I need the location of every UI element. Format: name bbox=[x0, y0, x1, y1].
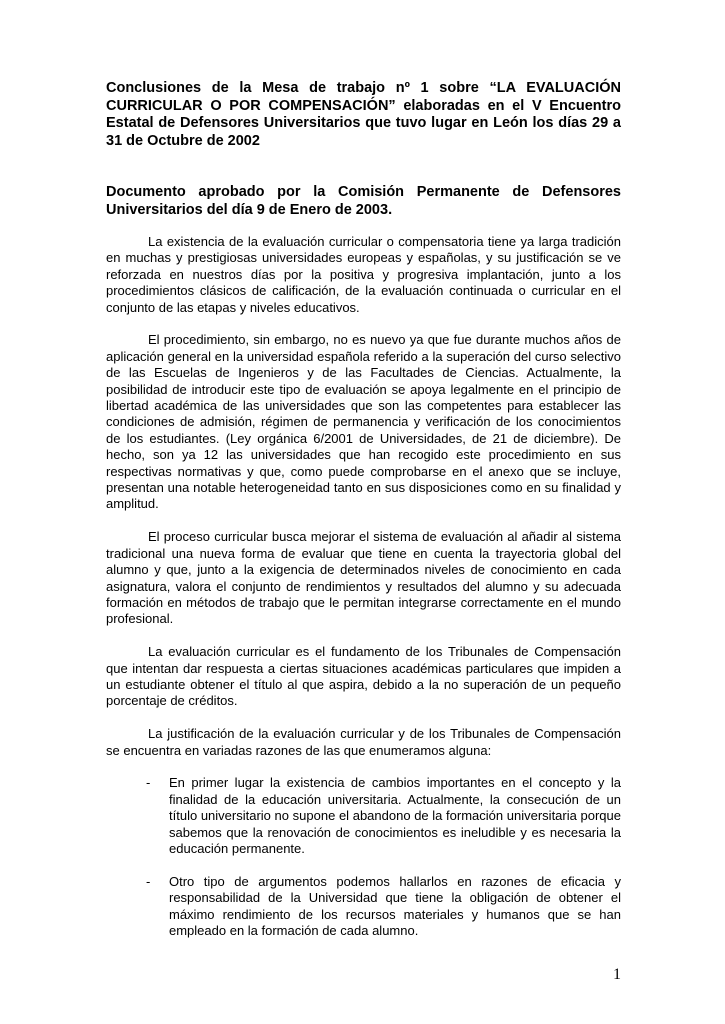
paragraph-2: El procedimiento, sin embargo, no es nuevo ya que fue durante muchos años de aplicación general en la universidad española referido a la superación del curso selectivo de las Escuelas de Ingenieros y de las Facultades de Ciencias. Actualmente, la posibilidad de introducir este tipo de evaluación se apoya legalmente en el principio de libertad académica de las universidades que son las competentes para establecer las condiciones de admisión, régimen de permanencia y verificación de los conocimientos de los estudiantes. (Ley orgánica 6/2001 de Universidades, de 21 de diciembre). De hecho, son ya 12 las universidades que han recogido este procedimiento en sus respectivas normativas y que, como puede comprobarse en el anexo que se incluye, presentan una notable heterogeneidad tanto en sus disposiciones como en su finalidad y amplitud. bbox=[106, 332, 621, 512]
paragraph-3: El proceso curricular busca mejorar el sistema de evaluación al añadir al sistema tradicional una nueva forma de evaluar que tiene en cuenta la trayectoria global del alumno y que, junto a la exigencia de determinados niveles de conocimiento en cada asignatura, valora el conjunto de rendimientos y resultados del alumno y su adecuada formación en métodos de trabajo que le permitan integrarse correctamente en el mundo profesional. bbox=[106, 529, 621, 627]
reasons-list bbox=[106, 775, 621, 939]
page-number: 1 bbox=[613, 966, 621, 983]
bullet-dash: - bbox=[146, 775, 151, 791]
paragraph-1: La existencia de la evaluación curricular o compensatoria tiene ya larga tradición en muchas y prestigiosas universidades europeas y españolas, y su justificación se ve reforzada en nuestros días por la positiva y progresiva implantación, junto a los procedimientos clásicos de calificación, de la evaluación continuada o curricular en el conjunto de las etapas y niveles educativos. bbox=[106, 234, 621, 315]
list-item-text: Otro tipo de argumentos podemos hallarlos en razones de eficacia y responsabilidad de la Universidad que tiene la obligación de obtener el máximo rendimiento de los recursos materiales y humanos que se han empleado en la formación de cada alumno. bbox=[169, 873, 621, 938]
paragraph-5: La justificación de la evaluación curricular y de los Tribunales de Compensación se encuentra en variadas razones de las que enumeramos alguna: bbox=[106, 726, 621, 758]
paragraph-4: La evaluación curricular es el fundamento de los Tribunales de Compensación que intentan dar respuesta a ciertas situaciones académicas particulares que impiden a un estudiante obtener el título al que aspira, debido a la no superación de un pequeño porcentaje de créditos. bbox=[106, 644, 621, 709]
list-item bbox=[106, 775, 621, 857]
bullet-dash: - bbox=[146, 873, 151, 889]
document-body bbox=[106, 80, 621, 939]
list-item-text: En primer lugar la existencia de cambios importantes en el concepto y la finalidad de la educación universitaria. Actualmente, la consecución de un título universitario no supone el abandono de la formación universitaria porque sabemos que la renovación de conocimientos es ineludible y es necesaria la educación permanente. bbox=[169, 775, 621, 856]
document-subtitle: Documento aprobado por la Comisión Permanente de Defensores Universitarios del día 9 de Enero de 2003. bbox=[106, 184, 621, 218]
document-title: Conclusiones de la Mesa de trabajo nº 1 sobre “LA EVALUACIÓN CURRICULAR O POR COMPENSACIÓN” elaboradas en el V Encuentro Estatal de Defensores Universitarios que tuvo lugar en León los días 29 a 31 de Octubre de 2002 bbox=[106, 80, 621, 149]
list-item bbox=[106, 874, 621, 940]
